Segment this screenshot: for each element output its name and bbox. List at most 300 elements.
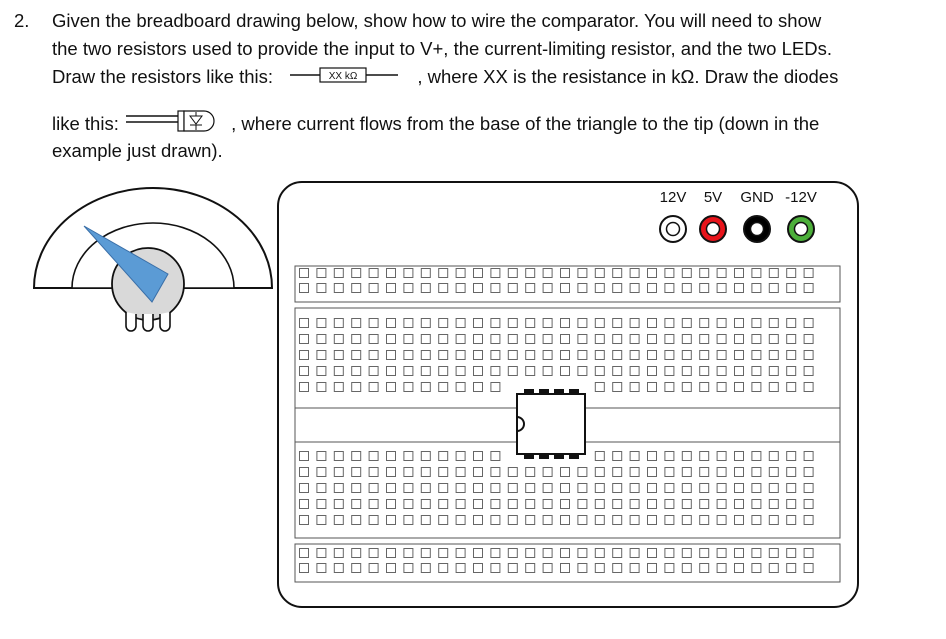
breadboard-hole[interactable]: [508, 319, 517, 328]
breadboard-hole[interactable]: [700, 351, 709, 360]
breadboard-hole[interactable]: [595, 468, 604, 477]
breadboard-hole[interactable]: [769, 367, 778, 376]
breadboard-hole[interactable]: [526, 564, 535, 573]
breadboard-hole[interactable]: [526, 516, 535, 525]
breadboard-hole[interactable]: [769, 500, 778, 509]
breadboard-hole[interactable]: [717, 383, 726, 392]
breadboard-hole[interactable]: [352, 516, 361, 525]
breadboard-hole[interactable]: [682, 500, 691, 509]
breadboard-hole[interactable]: [387, 335, 396, 344]
breadboard-hole[interactable]: [526, 500, 535, 509]
breadboard-hole[interactable]: [387, 383, 396, 392]
breadboard-hole[interactable]: [317, 468, 326, 477]
breadboard-hole[interactable]: [613, 468, 622, 477]
breadboard-hole[interactable]: [439, 549, 448, 558]
breadboard-hole[interactable]: [491, 564, 500, 573]
breadboard-hole[interactable]: [648, 367, 657, 376]
breadboard-hole[interactable]: [700, 367, 709, 376]
breadboard-hole[interactable]: [317, 383, 326, 392]
breadboard-hole[interactable]: [404, 319, 413, 328]
breadboard-hole[interactable]: [526, 484, 535, 493]
breadboard-hole[interactable]: [804, 564, 813, 573]
breadboard-hole[interactable]: [508, 484, 517, 493]
breadboard-hole[interactable]: [630, 452, 639, 461]
breadboard-hole[interactable]: [769, 319, 778, 328]
breadboard-hole[interactable]: [491, 452, 500, 461]
breadboard-hole[interactable]: [804, 351, 813, 360]
breadboard-hole[interactable]: [439, 367, 448, 376]
breadboard-hole[interactable]: [352, 468, 361, 477]
breadboard-hole[interactable]: [334, 319, 343, 328]
breadboard-hole[interactable]: [595, 269, 604, 278]
breadboard-hole[interactable]: [648, 500, 657, 509]
breadboard-hole[interactable]: [752, 452, 761, 461]
breadboard-hole[interactable]: [561, 284, 570, 293]
breadboard-hole[interactable]: [369, 335, 378, 344]
breadboard-hole[interactable]: [439, 284, 448, 293]
breadboard-hole[interactable]: [439, 351, 448, 360]
breadboard-hole[interactable]: [543, 564, 552, 573]
breadboard-hole[interactable]: [491, 516, 500, 525]
breadboard-hole[interactable]: [474, 468, 483, 477]
breadboard-hole[interactable]: [421, 269, 430, 278]
breadboard-hole[interactable]: [735, 367, 744, 376]
breadboard-hole[interactable]: [543, 549, 552, 558]
breadboard-hole[interactable]: [491, 383, 500, 392]
breadboard-hole[interactable]: [630, 484, 639, 493]
breadboard-hole[interactable]: [369, 516, 378, 525]
breadboard-hole[interactable]: [352, 269, 361, 278]
breadboard-hole[interactable]: [456, 516, 465, 525]
breadboard-hole[interactable]: [595, 516, 604, 525]
breadboard-hole[interactable]: [508, 284, 517, 293]
breadboard-hole[interactable]: [682, 351, 691, 360]
breadboard-hole[interactable]: [700, 500, 709, 509]
breadboard-hole[interactable]: [648, 564, 657, 573]
breadboard-hole[interactable]: [439, 319, 448, 328]
breadboard-hole[interactable]: [804, 468, 813, 477]
breadboard-hole[interactable]: [769, 516, 778, 525]
breadboard-hole[interactable]: [561, 319, 570, 328]
breadboard-hole[interactable]: [578, 468, 587, 477]
breadboard-hole[interactable]: [456, 564, 465, 573]
breadboard-hole[interactable]: [404, 383, 413, 392]
breadboard-hole[interactable]: [404, 284, 413, 293]
breadboard-hole[interactable]: [404, 335, 413, 344]
breadboard-hole[interactable]: [387, 452, 396, 461]
breadboard-hole[interactable]: [578, 516, 587, 525]
breadboard-hole[interactable]: [561, 367, 570, 376]
breadboard-hole[interactable]: [404, 564, 413, 573]
breadboard-hole[interactable]: [317, 284, 326, 293]
breadboard-hole[interactable]: [526, 335, 535, 344]
breadboard-hole[interactable]: [369, 319, 378, 328]
breadboard-hole[interactable]: [369, 269, 378, 278]
breadboard-hole[interactable]: [769, 284, 778, 293]
breadboard-hole[interactable]: [491, 269, 500, 278]
breadboard-hole[interactable]: [648, 284, 657, 293]
breadboard-hole[interactable]: [456, 383, 465, 392]
breadboard-hole[interactable]: [352, 549, 361, 558]
breadboard-hole[interactable]: [665, 468, 674, 477]
breadboard-hole[interactable]: [578, 549, 587, 558]
breadboard-hole[interactable]: [595, 500, 604, 509]
breadboard-hole[interactable]: [404, 500, 413, 509]
breadboard-hole[interactable]: [421, 383, 430, 392]
breadboard-hole[interactable]: [682, 484, 691, 493]
breadboard-hole[interactable]: [787, 500, 796, 509]
breadboard-hole[interactable]: [665, 269, 674, 278]
breadboard-hole[interactable]: [334, 500, 343, 509]
breadboard-hole[interactable]: [317, 269, 326, 278]
breadboard-hole[interactable]: [665, 564, 674, 573]
breadboard-hole[interactable]: [752, 468, 761, 477]
breadboard-hole[interactable]: [439, 500, 448, 509]
breadboard-hole[interactable]: [613, 319, 622, 328]
breadboard-hole[interactable]: [613, 500, 622, 509]
breadboard-hole[interactable]: [735, 319, 744, 328]
breadboard-hole[interactable]: [787, 335, 796, 344]
breadboard-hole[interactable]: [804, 269, 813, 278]
breadboard-hole[interactable]: [369, 351, 378, 360]
breadboard-hole[interactable]: [334, 269, 343, 278]
breadboard-hole[interactable]: [421, 452, 430, 461]
breadboard-hole[interactable]: [334, 516, 343, 525]
breadboard-hole[interactable]: [317, 484, 326, 493]
breadboard-hole[interactable]: [752, 319, 761, 328]
breadboard-hole[interactable]: [526, 351, 535, 360]
breadboard-hole[interactable]: [526, 269, 535, 278]
breadboard-hole[interactable]: [578, 284, 587, 293]
breadboard-hole[interactable]: [752, 284, 761, 293]
breadboard-hole[interactable]: [682, 319, 691, 328]
breadboard-hole[interactable]: [717, 452, 726, 461]
breadboard-hole[interactable]: [595, 351, 604, 360]
breadboard-hole[interactable]: [717, 335, 726, 344]
breadboard-hole[interactable]: [387, 549, 396, 558]
breadboard-hole[interactable]: [439, 468, 448, 477]
breadboard-hole[interactable]: [300, 468, 309, 477]
breadboard-hole[interactable]: [300, 319, 309, 328]
breadboard-hole[interactable]: [300, 516, 309, 525]
breadboard-hole[interactable]: [578, 319, 587, 328]
breadboard-hole[interactable]: [474, 351, 483, 360]
breadboard-hole[interactable]: [300, 500, 309, 509]
breadboard-hole[interactable]: [648, 383, 657, 392]
breadboard-hole[interactable]: [491, 367, 500, 376]
breadboard-hole[interactable]: [491, 500, 500, 509]
breadboard-hole[interactable]: [491, 351, 500, 360]
breadboard-hole[interactable]: [648, 319, 657, 328]
breadboard-hole[interactable]: [648, 351, 657, 360]
breadboard-hole[interactable]: [369, 500, 378, 509]
breadboard-hole[interactable]: [665, 367, 674, 376]
breadboard-hole[interactable]: [700, 452, 709, 461]
breadboard-hole[interactable]: [769, 351, 778, 360]
breadboard-hole[interactable]: [543, 319, 552, 328]
breadboard-hole[interactable]: [595, 335, 604, 344]
breadboard-hole[interactable]: [613, 351, 622, 360]
breadboard-hole[interactable]: [474, 452, 483, 461]
breadboard-hole[interactable]: [561, 484, 570, 493]
breadboard-hole[interactable]: [317, 351, 326, 360]
breadboard-hole[interactable]: [682, 335, 691, 344]
breadboard-hole[interactable]: [769, 549, 778, 558]
breadboard-hole[interactable]: [578, 335, 587, 344]
breadboard-hole[interactable]: [421, 367, 430, 376]
breadboard-hole[interactable]: [456, 367, 465, 376]
breadboard-hole[interactable]: [508, 549, 517, 558]
breadboard-hole[interactable]: [700, 383, 709, 392]
breadboard-hole[interactable]: [613, 335, 622, 344]
breadboard-hole[interactable]: [682, 367, 691, 376]
breadboard-hole[interactable]: [752, 500, 761, 509]
breadboard-hole[interactable]: [543, 284, 552, 293]
breadboard-hole[interactable]: [787, 367, 796, 376]
breadboard-hole[interactable]: [456, 335, 465, 344]
breadboard-hole[interactable]: [508, 335, 517, 344]
breadboard-hole[interactable]: [613, 564, 622, 573]
breadboard-hole[interactable]: [491, 284, 500, 293]
breadboard-hole[interactable]: [630, 269, 639, 278]
breadboard-hole[interactable]: [317, 335, 326, 344]
breadboard-hole[interactable]: [578, 500, 587, 509]
breadboard-hole[interactable]: [665, 351, 674, 360]
breadboard-hole[interactable]: [613, 269, 622, 278]
breadboard-hole[interactable]: [769, 452, 778, 461]
breadboard-hole[interactable]: [613, 484, 622, 493]
breadboard-hole[interactable]: [648, 269, 657, 278]
breadboard-hole[interactable]: [456, 500, 465, 509]
breadboard-hole[interactable]: [334, 468, 343, 477]
terminal-post-3[interactable]: [788, 216, 814, 242]
breadboard-hole[interactable]: [717, 564, 726, 573]
breadboard-hole[interactable]: [752, 269, 761, 278]
breadboard-hole[interactable]: [317, 549, 326, 558]
breadboard-hole[interactable]: [804, 335, 813, 344]
breadboard-hole[interactable]: [334, 335, 343, 344]
breadboard-hole[interactable]: [439, 564, 448, 573]
breadboard-hole[interactable]: [508, 468, 517, 477]
breadboard-hole[interactable]: [491, 484, 500, 493]
breadboard-hole[interactable]: [561, 500, 570, 509]
breadboard-hole[interactable]: [369, 549, 378, 558]
breadboard-hole[interactable]: [735, 468, 744, 477]
breadboard-hole[interactable]: [630, 500, 639, 509]
breadboard-hole[interactable]: [421, 564, 430, 573]
breadboard-hole[interactable]: [700, 319, 709, 328]
breadboard-hole[interactable]: [578, 351, 587, 360]
breadboard-hole[interactable]: [404, 516, 413, 525]
breadboard-hole[interactable]: [317, 516, 326, 525]
breadboard-hole[interactable]: [665, 500, 674, 509]
breadboard-hole[interactable]: [474, 516, 483, 525]
breadboard-hole[interactable]: [387, 284, 396, 293]
breadboard-hole[interactable]: [543, 269, 552, 278]
breadboard-hole[interactable]: [474, 500, 483, 509]
breadboard-hole[interactable]: [404, 452, 413, 461]
breadboard-hole[interactable]: [491, 319, 500, 328]
breadboard-hole[interactable]: [769, 269, 778, 278]
breadboard-hole[interactable]: [752, 351, 761, 360]
breadboard-hole[interactable]: [491, 549, 500, 558]
breadboard-hole[interactable]: [613, 549, 622, 558]
breadboard-hole[interactable]: [387, 484, 396, 493]
breadboard-hole[interactable]: [735, 452, 744, 461]
breadboard-hole[interactable]: [735, 269, 744, 278]
breadboard-hole[interactable]: [700, 284, 709, 293]
breadboard-hole[interactable]: [682, 468, 691, 477]
breadboard-hole[interactable]: [491, 335, 500, 344]
breadboard-hole[interactable]: [300, 351, 309, 360]
breadboard-hole[interactable]: [352, 484, 361, 493]
breadboard-hole[interactable]: [561, 564, 570, 573]
breadboard-hole[interactable]: [317, 367, 326, 376]
breadboard-hole[interactable]: [300, 284, 309, 293]
breadboard-hole[interactable]: [369, 452, 378, 461]
breadboard-hole[interactable]: [735, 500, 744, 509]
breadboard-hole[interactable]: [300, 549, 309, 558]
breadboard-hole[interactable]: [595, 452, 604, 461]
breadboard-hole[interactable]: [613, 284, 622, 293]
breadboard-hole[interactable]: [387, 351, 396, 360]
breadboard-hole[interactable]: [474, 367, 483, 376]
breadboard-hole[interactable]: [352, 284, 361, 293]
breadboard-hole[interactable]: [508, 269, 517, 278]
breadboard-hole[interactable]: [787, 351, 796, 360]
breadboard-hole[interactable]: [474, 335, 483, 344]
breadboard-hole[interactable]: [369, 564, 378, 573]
breadboard-hole[interactable]: [352, 335, 361, 344]
breadboard-hole[interactable]: [543, 335, 552, 344]
breadboard-hole[interactable]: [787, 484, 796, 493]
breadboard-hole[interactable]: [735, 351, 744, 360]
breadboard-hole[interactable]: [421, 351, 430, 360]
breadboard-hole[interactable]: [404, 468, 413, 477]
breadboard-hole[interactable]: [456, 319, 465, 328]
breadboard-hole[interactable]: [561, 516, 570, 525]
breadboard-hole[interactable]: [769, 335, 778, 344]
breadboard-hole[interactable]: [630, 367, 639, 376]
breadboard-hole[interactable]: [352, 351, 361, 360]
breadboard-hole[interactable]: [717, 484, 726, 493]
breadboard-hole[interactable]: [595, 549, 604, 558]
breadboard-hole[interactable]: [804, 367, 813, 376]
breadboard-hole[interactable]: [561, 351, 570, 360]
breadboard-hole[interactable]: [369, 468, 378, 477]
breadboard-hole[interactable]: [404, 549, 413, 558]
breadboard-hole[interactable]: [421, 516, 430, 525]
breadboard-hole[interactable]: [352, 367, 361, 376]
breadboard-hole[interactable]: [300, 383, 309, 392]
breadboard-hole[interactable]: [682, 269, 691, 278]
breadboard-hole[interactable]: [595, 564, 604, 573]
breadboard-hole[interactable]: [474, 269, 483, 278]
breadboard-hole[interactable]: [613, 452, 622, 461]
breadboard-hole[interactable]: [665, 383, 674, 392]
breadboard-hole[interactable]: [421, 284, 430, 293]
breadboard-hole[interactable]: [717, 284, 726, 293]
breadboard-hole[interactable]: [752, 516, 761, 525]
breadboard-hole[interactable]: [456, 468, 465, 477]
breadboard-hole[interactable]: [456, 452, 465, 461]
breadboard-hole[interactable]: [352, 319, 361, 328]
breadboard-hole[interactable]: [787, 564, 796, 573]
breadboard-hole[interactable]: [648, 452, 657, 461]
breadboard-hole[interactable]: [526, 367, 535, 376]
breadboard-hole[interactable]: [665, 484, 674, 493]
breadboard-hole[interactable]: [439, 383, 448, 392]
breadboard-hole[interactable]: [717, 516, 726, 525]
breadboard-hole[interactable]: [526, 549, 535, 558]
breadboard-hole[interactable]: [682, 452, 691, 461]
breadboard-hole[interactable]: [735, 284, 744, 293]
breadboard-hole[interactable]: [700, 335, 709, 344]
breadboard-hole[interactable]: [508, 500, 517, 509]
breadboard-hole[interactable]: [717, 468, 726, 477]
breadboard-hole[interactable]: [717, 319, 726, 328]
breadboard-hole[interactable]: [613, 383, 622, 392]
breadboard-hole[interactable]: [752, 383, 761, 392]
breadboard-hole[interactable]: [404, 269, 413, 278]
breadboard-hole[interactable]: [300, 367, 309, 376]
breadboard-hole[interactable]: [700, 564, 709, 573]
breadboard-hole[interactable]: [787, 319, 796, 328]
breadboard-hole[interactable]: [508, 351, 517, 360]
breadboard-hole[interactable]: [317, 564, 326, 573]
breadboard-hole[interactable]: [474, 319, 483, 328]
breadboard-hole[interactable]: [769, 383, 778, 392]
breadboard-hole[interactable]: [804, 549, 813, 558]
breadboard-hole[interactable]: [700, 269, 709, 278]
breadboard-hole[interactable]: [717, 367, 726, 376]
breadboard-hole[interactable]: [561, 335, 570, 344]
breadboard-hole[interactable]: [456, 484, 465, 493]
breadboard-hole[interactable]: [630, 564, 639, 573]
breadboard-hole[interactable]: [735, 335, 744, 344]
breadboard-hole[interactable]: [804, 484, 813, 493]
breadboard-hole[interactable]: [665, 516, 674, 525]
breadboard-hole[interactable]: [648, 549, 657, 558]
breadboard-hole[interactable]: [317, 500, 326, 509]
breadboard-hole[interactable]: [456, 549, 465, 558]
breadboard-hole[interactable]: [595, 319, 604, 328]
breadboard-hole[interactable]: [595, 284, 604, 293]
breadboard-hole[interactable]: [804, 500, 813, 509]
breadboard-hole[interactable]: [665, 319, 674, 328]
breadboard-hole[interactable]: [735, 383, 744, 392]
breadboard-hole[interactable]: [387, 468, 396, 477]
breadboard-hole[interactable]: [717, 500, 726, 509]
breadboard-hole[interactable]: [578, 367, 587, 376]
breadboard-hole[interactable]: [787, 452, 796, 461]
terminal-post-2[interactable]: [744, 216, 770, 242]
breadboard-hole[interactable]: [561, 269, 570, 278]
breadboard-hole[interactable]: [387, 269, 396, 278]
breadboard-hole[interactable]: [334, 452, 343, 461]
breadboard-hole[interactable]: [543, 351, 552, 360]
breadboard-hole[interactable]: [682, 564, 691, 573]
breadboard-hole[interactable]: [735, 516, 744, 525]
breadboard-hole[interactable]: [474, 284, 483, 293]
breadboard-hole[interactable]: [735, 549, 744, 558]
breadboard-hole[interactable]: [421, 335, 430, 344]
breadboard-hole[interactable]: [421, 500, 430, 509]
breadboard-hole[interactable]: [682, 516, 691, 525]
breadboard-hole[interactable]: [752, 335, 761, 344]
breadboard-hole[interactable]: [665, 452, 674, 461]
terminal-post-0[interactable]: [660, 216, 686, 242]
